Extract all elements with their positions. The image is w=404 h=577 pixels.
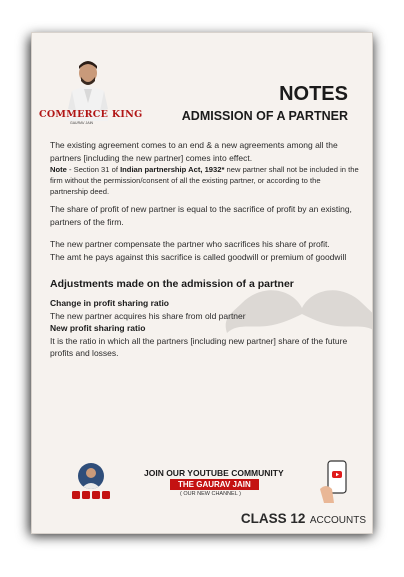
channel-note: ( OUR NEW CHANNEL ) bbox=[180, 491, 241, 497]
text-new-ratio: It is the ratio in which all the partners [including new partner] share of the future profits and losses. bbox=[50, 335, 348, 358]
person-icon bbox=[78, 463, 104, 489]
paragraph-agreement: The existing agreement comes to an end & a new agreements among all the partners [including the new partner] comes into effect. bbox=[50, 140, 338, 163]
subject-label: ACCOUNTS bbox=[309, 515, 366, 526]
subheading-new-ratio: New profit sharing ratio bbox=[50, 323, 146, 333]
paragraph-profit-share: The share of profit of new partner is equal to the sacrifice of profit by an existing, partners of the firm. bbox=[50, 204, 352, 227]
note-paragraph bbox=[50, 164, 360, 197]
social-icons bbox=[72, 491, 110, 499]
subheading-change-ratio: Change in profit sharing ratio bbox=[50, 298, 170, 308]
join-community-text: JOIN OUR YOUTUBE COMMUNITY bbox=[144, 468, 284, 478]
page-subtitle: ADMISSION OF A PARTNER bbox=[181, 109, 348, 123]
brand-tagline: GAURAV JAIN bbox=[70, 121, 94, 125]
section-heading-adjustments: Adjustments made on the admission of a partner bbox=[50, 278, 294, 290]
paragraph-goodwill: The amt he pays against this sacrifice is called goodwill or premium of goodwill bbox=[50, 251, 347, 262]
header bbox=[32, 33, 372, 133]
notes-body bbox=[50, 139, 360, 360]
note-pre: - Section 31 of bbox=[66, 165, 121, 174]
page-title: NOTES bbox=[279, 83, 348, 105]
footer bbox=[32, 453, 372, 533]
note-label: Note bbox=[50, 165, 67, 174]
paragraph-compensate: The new partner compensate the partner who sacrifices his share of profit. bbox=[50, 239, 330, 249]
channel-name-badge[interactable]: THE GAURAV JAIN bbox=[170, 479, 259, 490]
notes-page bbox=[31, 32, 373, 534]
phone-youtube-icon bbox=[318, 459, 352, 505]
note-post: new partner shall not be included in the firm without the permission/consent of all the existing partner, or according to the partnership deed. bbox=[50, 165, 359, 196]
text-change-ratio: The new partner acquires his share from old partner bbox=[50, 310, 246, 321]
brand-name: COMMERCE KING bbox=[39, 109, 143, 120]
channel-avatar bbox=[78, 463, 104, 489]
brand-logo bbox=[39, 109, 143, 129]
note-act: Indian partnership Act, 1932* bbox=[120, 165, 225, 174]
class-label: CLASS 12 bbox=[240, 511, 306, 526]
class-subject-label bbox=[241, 510, 366, 528]
